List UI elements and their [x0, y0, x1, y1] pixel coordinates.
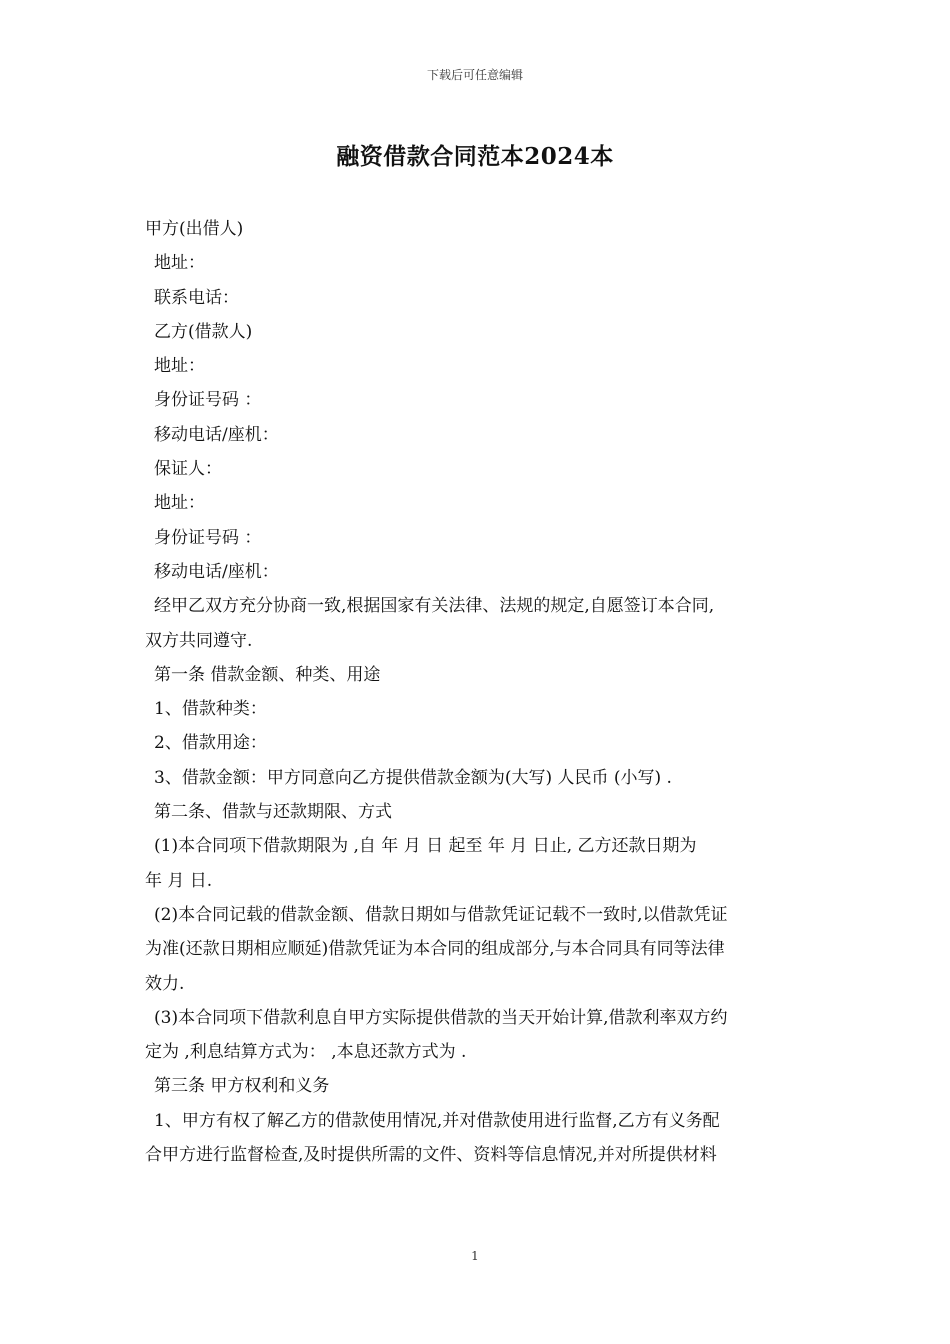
- contract-line: 1、借款种类：: [154, 699, 267, 720]
- contract-line: 地址：: [154, 356, 205, 377]
- contract-line: 保证人：: [154, 459, 222, 480]
- contract-line: 定为 ,利息结算方式为： ,本息还款方式为 .: [145, 1042, 467, 1063]
- page-header-note: 下载后可任意编辑: [426, 68, 523, 82]
- contract-line: 双方共同遵守.: [145, 630, 253, 651]
- document-title: 融资借款合同范本2024本: [336, 143, 614, 170]
- contract-line: (3)本合同项下借款利息自甲方实际提供借款的当天开始计算,借款利率双方约: [154, 1007, 728, 1028]
- contract-line: 身份证号码 ：: [154, 390, 262, 411]
- contract-line: 移动电话/座机：: [154, 424, 279, 445]
- contract-line: (1)本合同项下借款期限为 ,自 年 月 日 起至 年 月 日止, 乙方还款日期为: [154, 836, 697, 857]
- contract-line: 第一条 借款金额、种类、用途: [154, 664, 381, 685]
- contract-line: (2)本合同记载的借款金额、借款日期如与借款凭证记载不一致时,以借款凭证: [154, 904, 728, 925]
- contract-line: 第三条 甲方权利和义务: [154, 1076, 330, 1097]
- contract-line: 乙方(借款人): [154, 321, 253, 342]
- contract-line: 第二条、借款与还款期限、方式: [154, 802, 392, 823]
- contract-line: 地址：: [154, 253, 205, 274]
- contract-line: 地址：: [154, 493, 205, 514]
- contract-line: 甲方(出借人): [145, 219, 244, 239]
- contract-line: 1、甲方有权了解乙方的借款使用情况,并对借款使用进行监督,乙方有义务配: [154, 1110, 720, 1131]
- page-number: 1: [471, 1249, 479, 1263]
- contract-line: 经甲乙双方充分协商一致,根据国家有关法律、法规的规定,自愿签订本合同,: [154, 596, 715, 617]
- contract-line: 合甲方进行监督检查,及时提供所需的文件、资料等信息情况,并对所提供材料: [145, 1145, 717, 1166]
- contract-body: [145, 212, 810, 1172]
- contract-line: 2、借款用途：: [154, 733, 267, 754]
- contract-line: 年 月 日.: [145, 870, 213, 891]
- contract-line: 3、借款金额：甲方同意向乙方提供借款金额为(大写) 人民币 (小写) .: [154, 767, 672, 788]
- contract-line: 身份证号码 ：: [154, 527, 262, 548]
- contract-line: 联系电话：: [154, 287, 239, 308]
- contract-line: 为准(还款日期相应顺延)借款凭证为本合同的组成部分,与本合同具有同等法律: [145, 939, 725, 960]
- contract-line: 效力.: [145, 973, 185, 994]
- contract-line: 移动电话/座机：: [154, 561, 279, 582]
